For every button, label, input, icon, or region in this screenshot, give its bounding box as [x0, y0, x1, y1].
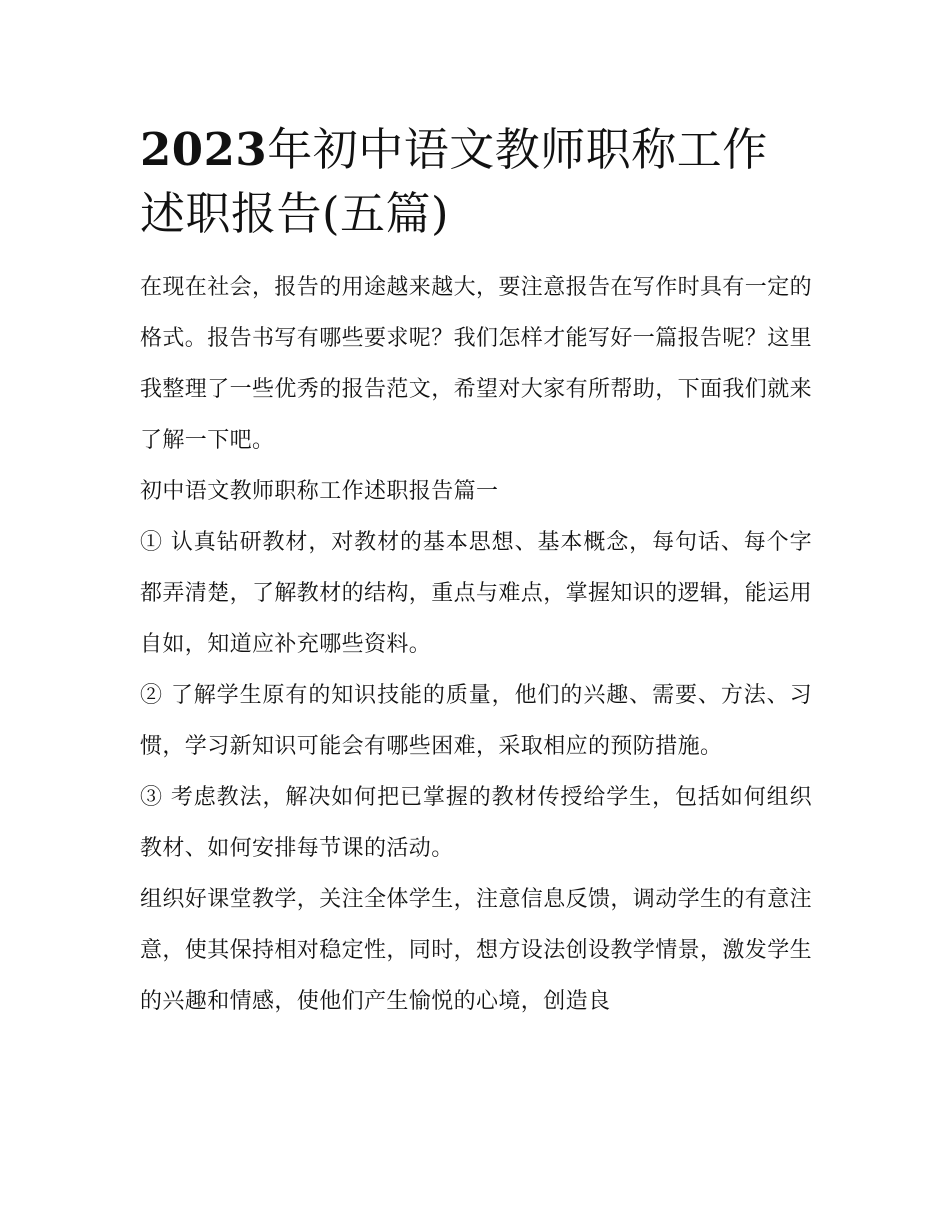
list-item-2: ② 了解学生原有的知识技能的质量，他们的兴趣、需要、方法、习惯，学习新知识可能会有哪些困难，采取相应的预防措施。: [140, 683, 812, 759]
intro-paragraph: 在现在社会，报告的用途越来越大，要注意报告在写作时具有一定的格式。报告书写有哪些要求呢？我们怎样才能写好一篇报告呢？这里我整理了一些优秀的报告范文，希望对大家有所帮助，下面我们就来了解一下吧。: [140, 275, 813, 453]
section-heading: 初中语文教师职称工作述职报告篇一: [140, 479, 499, 504]
body-paragraph: 组织好课堂教学，关注全体学生，注意信息反馈，调动学生的有意注意，使其保持相对稳定性，同时，想方设法创设教学情景，激发学生的兴趣和情感，使他们产生愉悦的心境，创造良: [140, 887, 813, 1014]
title-year: 2023: [140, 123, 268, 176]
title-text: 年初中语文教师职称工作述职报告(五篇): [140, 123, 768, 240]
document-body: [140, 118, 812, 1027]
document-title: [140, 118, 812, 246]
list-item-1: ① 认真钻研教材，对教材的基本思想、基本概念，每句话、每个字都弄清楚，了解教材的结构，重点与难点，掌握知识的逻辑，能运用自如，知道应补充哪些资料。: [140, 530, 813, 657]
list-item-3: ③ 考虑教法，解决如何把已掌握的教材传授给学生，包括如何组织教材、如何安排每节课的活动。: [140, 785, 812, 861]
